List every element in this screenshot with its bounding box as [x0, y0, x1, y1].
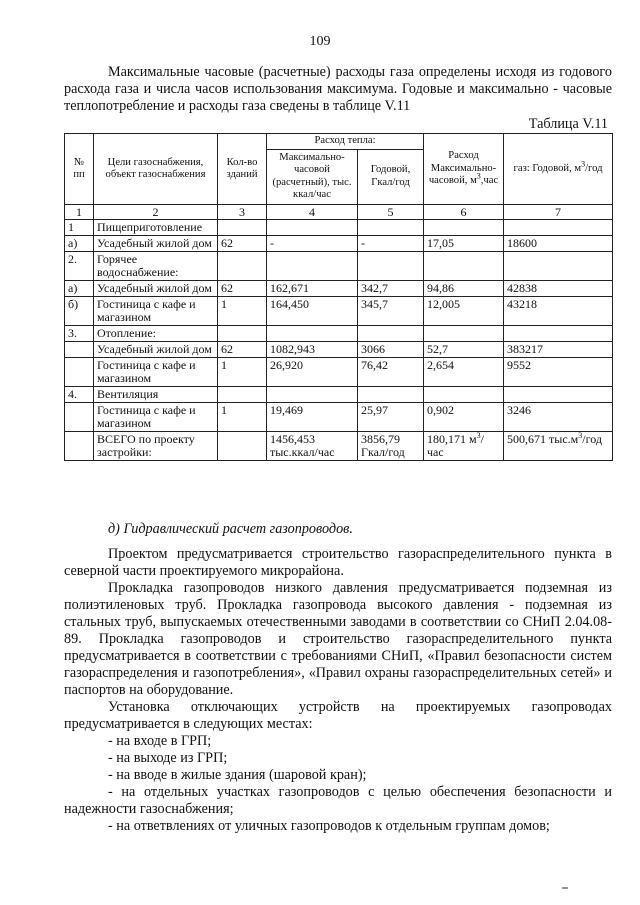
- cell-gas-year: 43218: [504, 297, 613, 326]
- header-gas-year: газ: Годовой, $м^3$/год: [504, 134, 613, 205]
- total-gas-max: 180,171 $м^3$/час: [424, 432, 504, 461]
- cell-gas-year: [504, 220, 613, 236]
- cell-no: [65, 358, 94, 387]
- cell-no: б): [65, 297, 94, 326]
- cell-heat-year: 76,42: [358, 358, 424, 387]
- cell-no: а): [65, 281, 94, 297]
- header-count: Кол-во зданий: [218, 134, 267, 205]
- valve-location-list: [64, 733, 612, 835]
- table-row: [65, 342, 613, 358]
- cell-count: 62: [218, 236, 267, 252]
- cell-heat-year: -: [358, 236, 424, 252]
- cell-gas-max: 12,005: [424, 297, 504, 326]
- total-heat-year: 3856,79 Гкал/год: [358, 432, 424, 461]
- table-row: [65, 220, 613, 236]
- total-gas-year: 500,671 $тыс.м^3$/год: [504, 432, 613, 461]
- cell-name: Гостиница с кафе и магазином: [94, 358, 218, 387]
- cell-heat-max: [267, 387, 358, 403]
- cell-name: Усадебный жилой дом: [94, 281, 218, 297]
- table-row: [65, 326, 613, 342]
- col-number: 4: [267, 205, 358, 220]
- cell-gas-max: 52,7: [424, 342, 504, 358]
- paragraph-pipelines: Прокладка газопроводов низкого давления предусматривается подземная из полиэтиленовых труб. Прокладка газопровода высокого давления - подземная из стальных труб, выпускаемых отечественными заводами в соответствии со СНиП 2.04.08-89. Прокладка газопроводов и строительство газораспределительного пункта предусматривается в соответствии с требованиями СНиП, «Правил безопасности систем газораспределения и газопотребления», «Правил охраны газораспределительных сетей» и паспортов на оборудование.: [64, 580, 612, 698]
- cell-name: Усадебный жилой дом: [94, 236, 218, 252]
- header-gas-max: Расход Максимально-часовой, $м^3,час$: [424, 134, 504, 205]
- cell-heat-year: 345,7: [358, 297, 424, 326]
- total-label: ВСЕГО по проекту застройки:: [94, 432, 218, 461]
- cell-count: 62: [218, 342, 267, 358]
- table-caption: Таблица V.11: [528, 116, 608, 132]
- cell-no: 3.: [65, 326, 94, 342]
- cell-count: 1: [218, 358, 267, 387]
- intro-paragraph: Максимальные часовые (расчетные) расходы газа определены исходя из годового расхода газа и числа часов использования максимума. Годовые и максимально - часовые теплопотребление и расходы газа сведены в таблице V.11: [64, 64, 612, 114]
- cell-count: [218, 252, 267, 281]
- header-purpose: Цели газоснабжения, объект газоснабжения: [94, 134, 218, 205]
- cell-no: [65, 403, 94, 432]
- cell-gas-year: [504, 387, 613, 403]
- gas-consumption-table: [64, 133, 613, 461]
- cell-name: Гостиница с кафе и магазином: [94, 403, 218, 432]
- header-no: № пп: [65, 134, 94, 205]
- table-row: [65, 281, 613, 297]
- cell-name: Отопление:: [94, 326, 218, 342]
- col-number: 6: [424, 205, 504, 220]
- cell-gas-year: 18600: [504, 236, 613, 252]
- cell-gas-year: 3246: [504, 403, 613, 432]
- cell-no: а): [65, 236, 94, 252]
- cell-name: Гостиница с кафе и магазином: [94, 297, 218, 326]
- col-number: 3: [218, 205, 267, 220]
- cell-heat-max: 162,671: [267, 281, 358, 297]
- list-item: - на выходе из ГРП;: [108, 750, 228, 766]
- cell-name: Горячее водоснабжение:: [94, 252, 218, 281]
- table-header-row: [65, 134, 613, 150]
- scan-mark: [562, 887, 568, 889]
- table-row: [65, 252, 613, 281]
- table-row: [65, 297, 613, 326]
- cell-gas-year: 383217: [504, 342, 613, 358]
- cell-name: Усадебный жилой дом: [94, 342, 218, 358]
- header-heat-max: Максимально-часовой (расчетный), тыс. ккал/час: [267, 149, 358, 205]
- cell-gas-year: 9552: [504, 358, 613, 387]
- cell-heat-max: -: [267, 236, 358, 252]
- cell-no: [65, 342, 94, 358]
- table-row: [65, 236, 613, 252]
- cell-heat-max: 26,920: [267, 358, 358, 387]
- total-heat-max: 1456,453 тыс.ккал/час: [267, 432, 358, 461]
- cell-no: 2.: [65, 252, 94, 281]
- col-number: 7: [504, 205, 613, 220]
- cell-gas-year: [504, 326, 613, 342]
- cell-count: 1: [218, 297, 267, 326]
- cell-gas-year: [504, 252, 613, 281]
- section-subheading: д) Гидравлический расчет газопроводов.: [108, 521, 353, 537]
- cell-no: 1: [65, 220, 94, 236]
- cell-heat-max: 1082,943: [267, 342, 358, 358]
- cell-heat-max: 164,450: [267, 297, 358, 326]
- cell-heat-max: [267, 252, 358, 281]
- cell-heat-year: 3066: [358, 342, 424, 358]
- col-number: 5: [358, 205, 424, 220]
- header-heat-group: Расход тепла:: [267, 134, 424, 150]
- cell-heat-year: [358, 220, 424, 236]
- header-heat-year: Годовой, Гкал/год: [358, 149, 424, 205]
- cell-gas-max: [424, 252, 504, 281]
- cell-gas-max: [424, 220, 504, 236]
- cell-heat-year: [358, 252, 424, 281]
- paragraph-valves: Установка отключающих устройств на проектируемых газопроводах предусматривается в следующих местах:: [64, 699, 612, 732]
- cell-count: [218, 387, 267, 403]
- cell-heat-max: [267, 326, 358, 342]
- column-number-row: [65, 205, 613, 220]
- list-item: - на отдельных участках газопроводов с целью обеспечения безопасности и надежности газоснабжения;: [64, 784, 612, 817]
- cell-count: [218, 220, 267, 236]
- table-row: [65, 358, 613, 387]
- cell-count: [218, 326, 267, 342]
- cell-count: 1: [218, 403, 267, 432]
- cell-heat-year: 342,7: [358, 281, 424, 297]
- paragraph-grp: Проектом предусматривается строительство газораспределительного пункта в северной части проектируемого микрорайона.: [64, 546, 612, 579]
- cell-gas-max: 2,654: [424, 358, 504, 387]
- cell-no: 4.: [65, 387, 94, 403]
- cell-name: Пищеприготовление: [94, 220, 218, 236]
- cell-gas-max: [424, 326, 504, 342]
- cell-gas-max: 0,902: [424, 403, 504, 432]
- list-item: - на входе в ГРП;: [108, 733, 212, 749]
- page-number: 109: [309, 34, 331, 49]
- cell-heat-year: [358, 387, 424, 403]
- cell-heat-year: 25,97: [358, 403, 424, 432]
- cell-heat-year: [358, 326, 424, 342]
- list-item: - на вводе в жилые здания (шаровой кран);: [108, 767, 367, 783]
- cell-gas-max: [424, 387, 504, 403]
- cell-count: 62: [218, 281, 267, 297]
- cell-gas-year: 42838: [504, 281, 613, 297]
- cell-gas-max: 94,86: [424, 281, 504, 297]
- table-row: [65, 403, 613, 432]
- cell-heat-max: [267, 220, 358, 236]
- col-number: 2: [94, 205, 218, 220]
- cell-gas-max: 17,05: [424, 236, 504, 252]
- col-number: 1: [65, 205, 94, 220]
- total-row: [65, 432, 613, 461]
- cell-name: Вентиляция: [94, 387, 218, 403]
- table-row: [65, 387, 613, 403]
- list-item: - на ответвлениях от уличных газопроводов к отдельным группам домов;: [108, 818, 550, 834]
- cell-heat-max: 19,469: [267, 403, 358, 432]
